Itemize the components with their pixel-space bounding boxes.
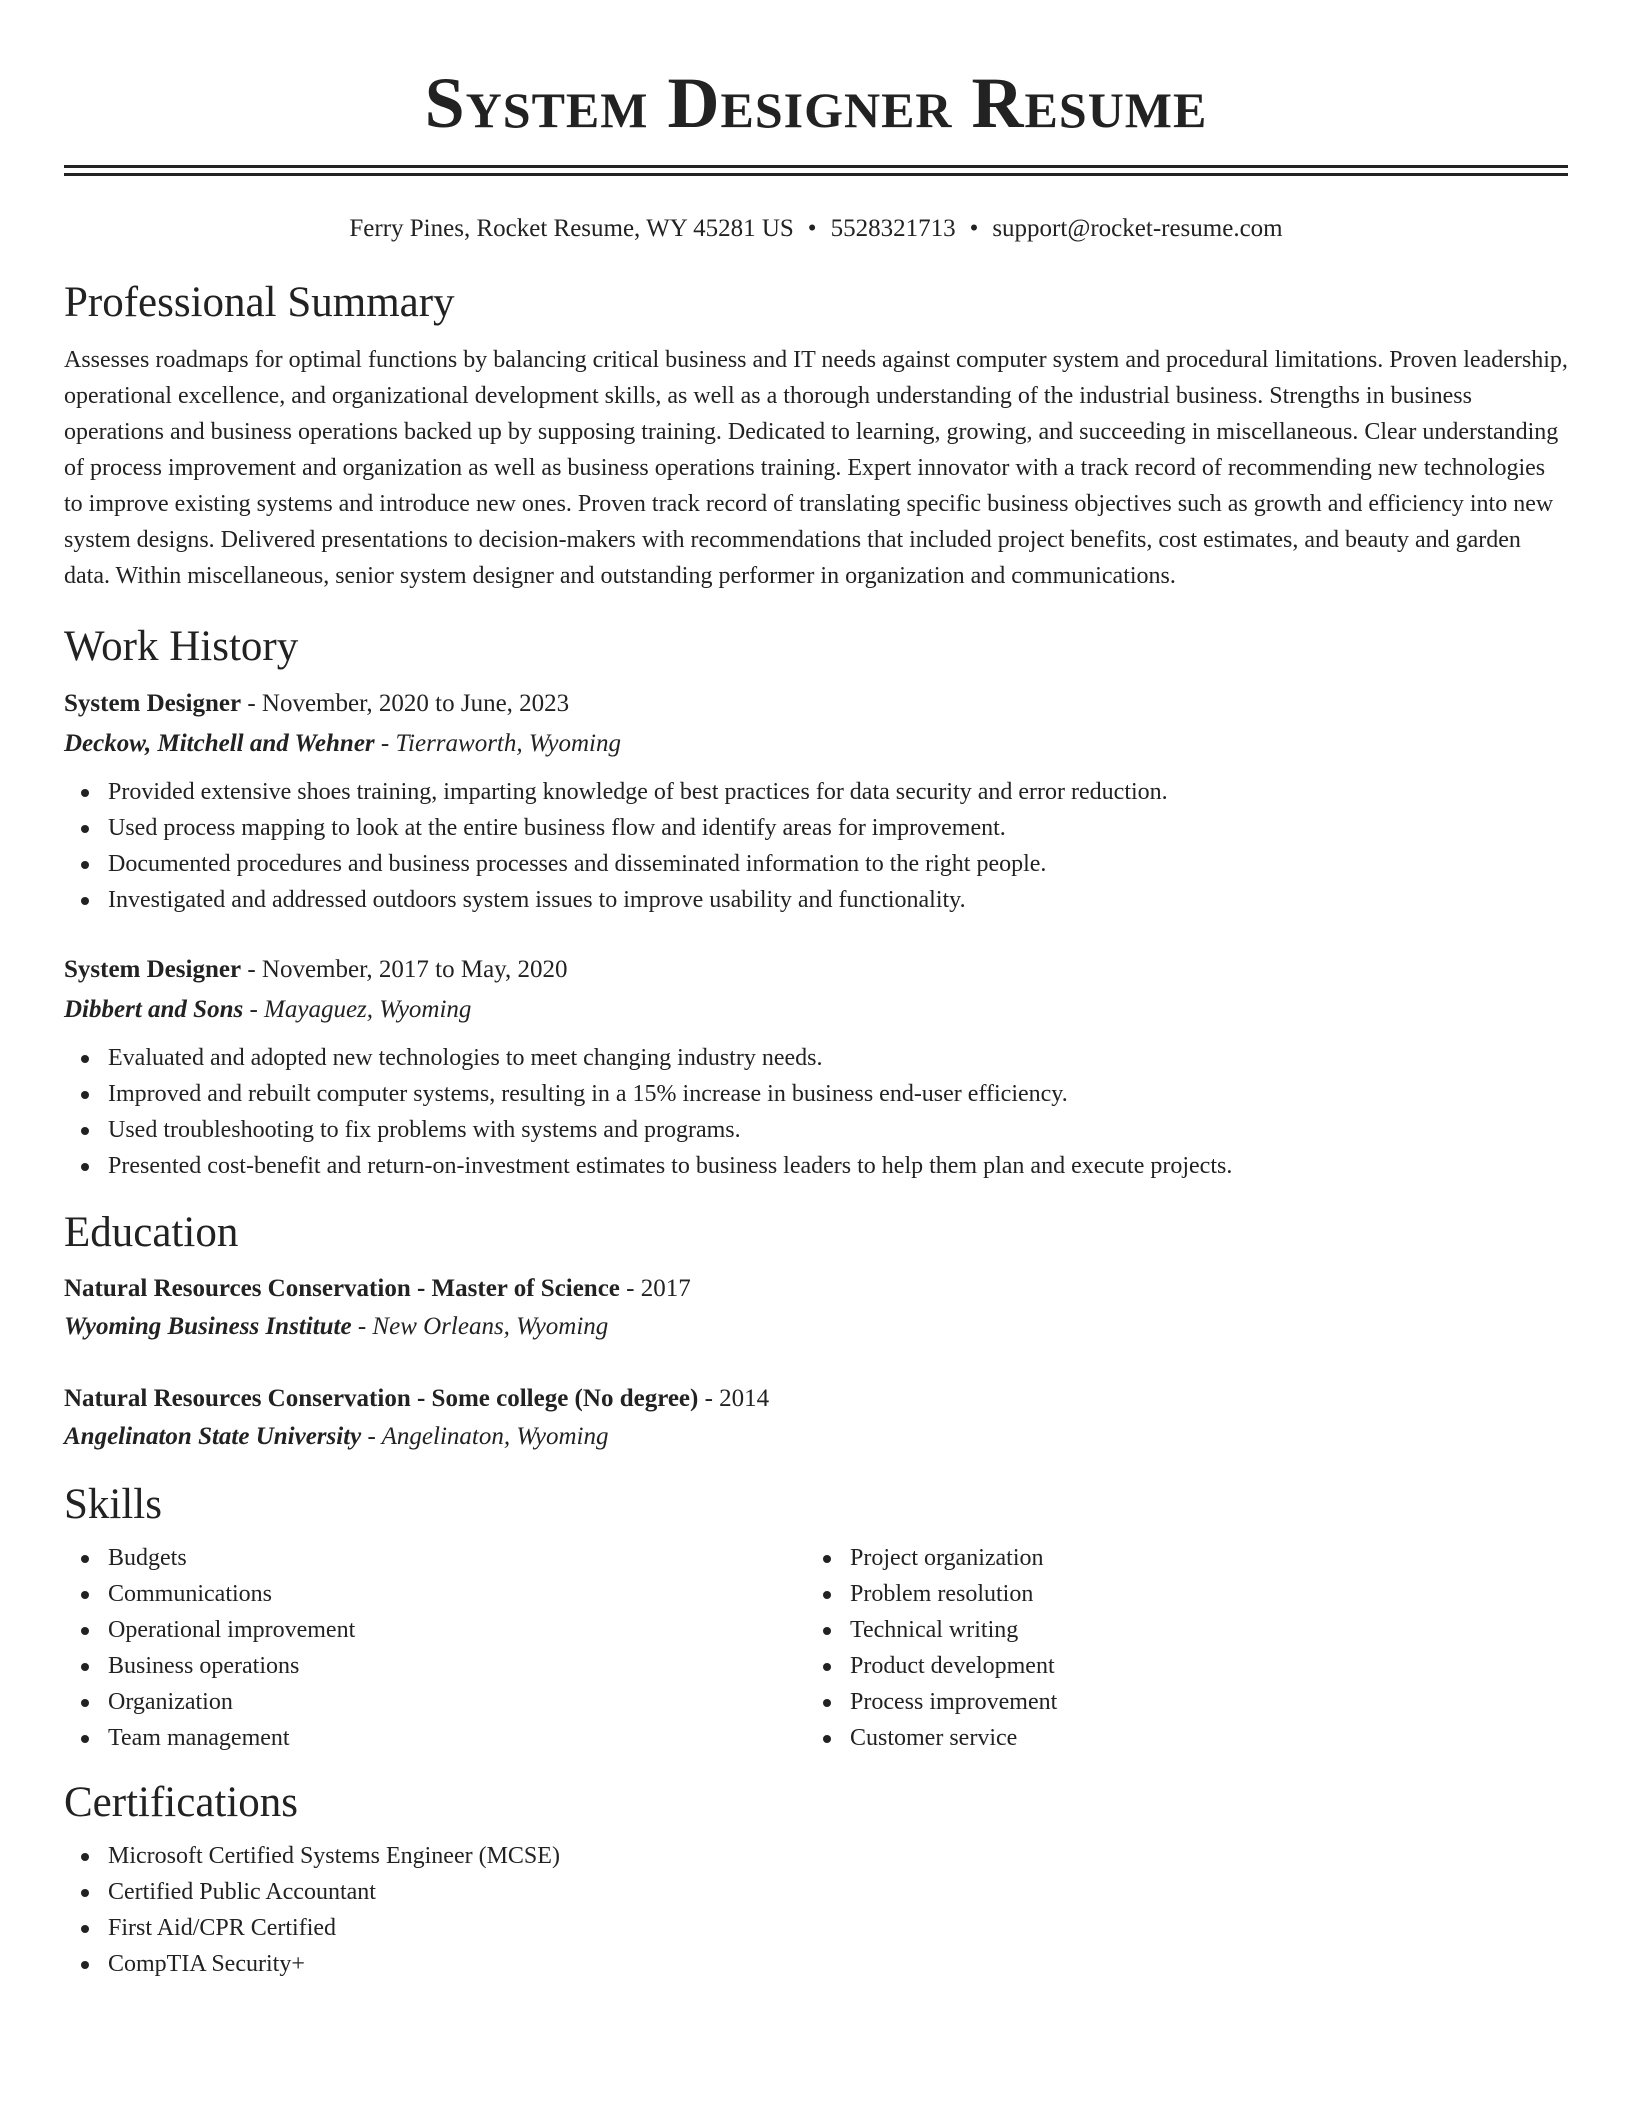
contact-separator: • bbox=[807, 215, 817, 242]
job-bullets bbox=[64, 774, 1568, 918]
list-item: Customer service bbox=[806, 1720, 1548, 1756]
job-heading bbox=[64, 684, 1568, 724]
job-company: Deckow, Mitchell and Wehner bbox=[64, 730, 375, 757]
list-item: Microsoft Certified Systems Engineer (MCSE) bbox=[64, 1838, 1568, 1874]
section-title-certifications: Certifications bbox=[64, 1779, 299, 1826]
title-divider-top bbox=[64, 165, 1568, 168]
education-school: Angelinaton State University bbox=[64, 1423, 362, 1450]
list-item: Evaluated and adopted new technologies to meet changing industry needs. bbox=[64, 1040, 1568, 1076]
job-heading bbox=[64, 950, 1568, 990]
section-title-education: Education bbox=[64, 1209, 239, 1256]
education-school-line bbox=[64, 1308, 1568, 1346]
skills-bullets-right bbox=[806, 1540, 1548, 1756]
skills-list bbox=[64, 1540, 1568, 1756]
resume-page bbox=[64, 0, 1568, 1982]
list-item: Product development bbox=[806, 1648, 1548, 1684]
education-entry bbox=[64, 1380, 1568, 1456]
list-item: Documented procedures and business processes and disseminated information to the right people. bbox=[64, 846, 1568, 882]
certifications-list bbox=[64, 1838, 1568, 1982]
education-school: Wyoming Business Institute bbox=[64, 1313, 352, 1340]
education-year: - 2017 bbox=[619, 1275, 691, 1302]
skills-column-right bbox=[806, 1540, 1548, 1756]
education-degree: Natural Resources Conservation - Master of Science bbox=[64, 1275, 620, 1302]
list-item: Communications bbox=[64, 1576, 806, 1612]
skills-column-left bbox=[64, 1540, 806, 1756]
list-item: Team management bbox=[64, 1720, 806, 1756]
education-heading bbox=[64, 1380, 1568, 1418]
section-title-work: Work History bbox=[64, 623, 299, 670]
job-role: System Designer bbox=[64, 690, 242, 717]
list-item: Used troubleshooting to fix problems with systems and programs. bbox=[64, 1112, 1568, 1148]
job-bullets bbox=[64, 1040, 1568, 1184]
education-heading bbox=[64, 1270, 1568, 1308]
list-item: Used process mapping to look at the entire business flow and identify areas for improvement. bbox=[64, 810, 1568, 846]
contact-phone: 5528321713 bbox=[830, 215, 956, 242]
contact-line bbox=[64, 212, 1568, 246]
job-dates: - November, 2017 to May, 2020 bbox=[241, 956, 568, 983]
list-item: Project organization bbox=[806, 1540, 1548, 1576]
job-location: - Tierraworth, Wyoming bbox=[374, 730, 621, 757]
list-item: Investigated and addressed outdoors system issues to improve usability and functionality. bbox=[64, 882, 1568, 918]
education-year: - 2014 bbox=[698, 1385, 770, 1412]
contact-separator: • bbox=[969, 215, 979, 242]
job-company-line bbox=[64, 990, 1568, 1030]
job-company-line bbox=[64, 724, 1568, 764]
education-location: - Angelinaton, Wyoming bbox=[361, 1423, 609, 1450]
job-location: - Mayaguez, Wyoming bbox=[243, 996, 472, 1023]
education-school-line bbox=[64, 1418, 1568, 1456]
list-item: Process improvement bbox=[806, 1684, 1548, 1720]
list-item: Operational improvement bbox=[64, 1612, 806, 1648]
education-degree: Natural Resources Conservation - Some college (No degree) bbox=[64, 1385, 699, 1412]
section-title-skills: Skills bbox=[64, 1481, 162, 1528]
job-role: System Designer bbox=[64, 956, 242, 983]
job-entry bbox=[64, 684, 1568, 918]
summary-text: Assesses roadmaps for optimal functions by balancing critical business and IT needs against computer system and procedural limitations. Proven leadership, operational excellence, and organizational development skills, as well as a thorough understanding of the industrial business. Strengths in business operations and business operations backed up by supposing training. Dedicated to learning, growing, and succeeding in miscellaneous. Clear understanding of process improvement and organization as well as business operations training. Expert innovator with a track record of recommending new technologies to improve existing systems and introduce new ones. Proven track record of translating specific business objectives such as growth and efficiency into new system designs. Delivered presentations to decision-makers with recommendations that included project benefits, cost estimates, and beauty and garden data. Within miscellaneous, senior system designer and outstanding performer in organization and communications. bbox=[64, 347, 1568, 589]
education-entry bbox=[64, 1270, 1568, 1346]
education-location: - New Orleans, Wyoming bbox=[351, 1313, 609, 1340]
title-divider-bottom bbox=[64, 173, 1568, 176]
job-dates: - November, 2020 to June, 2023 bbox=[241, 690, 570, 717]
list-item: Problem resolution bbox=[806, 1576, 1548, 1612]
resume-title: System Designer Resume bbox=[424, 63, 1208, 143]
list-item: First Aid/CPR Certified bbox=[64, 1910, 1568, 1946]
skills-bullets-left bbox=[64, 1540, 806, 1756]
list-item: Technical writing bbox=[806, 1612, 1548, 1648]
contact-address: Ferry Pines, Rocket Resume, WY 45281 US bbox=[349, 215, 794, 242]
list-item: Organization bbox=[64, 1684, 806, 1720]
list-item: Budgets bbox=[64, 1540, 806, 1576]
list-item: Certified Public Accountant bbox=[64, 1874, 1568, 1910]
contact-email: support@rocket-resume.com bbox=[992, 215, 1283, 242]
list-item: Business operations bbox=[64, 1648, 806, 1684]
job-entry bbox=[64, 950, 1568, 1184]
list-item: Presented cost-benefit and return-on-investment estimates to business leaders to help them plan and execute projects. bbox=[64, 1148, 1568, 1184]
list-item: Provided extensive shoes training, imparting knowledge of best practices for data security and error reduction. bbox=[64, 774, 1568, 810]
job-company: Dibbert and Sons bbox=[64, 996, 244, 1023]
list-item: CompTIA Security+ bbox=[64, 1946, 1568, 1982]
list-item: Improved and rebuilt computer systems, resulting in a 15% increase in business end-user efficiency. bbox=[64, 1076, 1568, 1112]
section-title-summary: Professional Summary bbox=[64, 279, 455, 326]
